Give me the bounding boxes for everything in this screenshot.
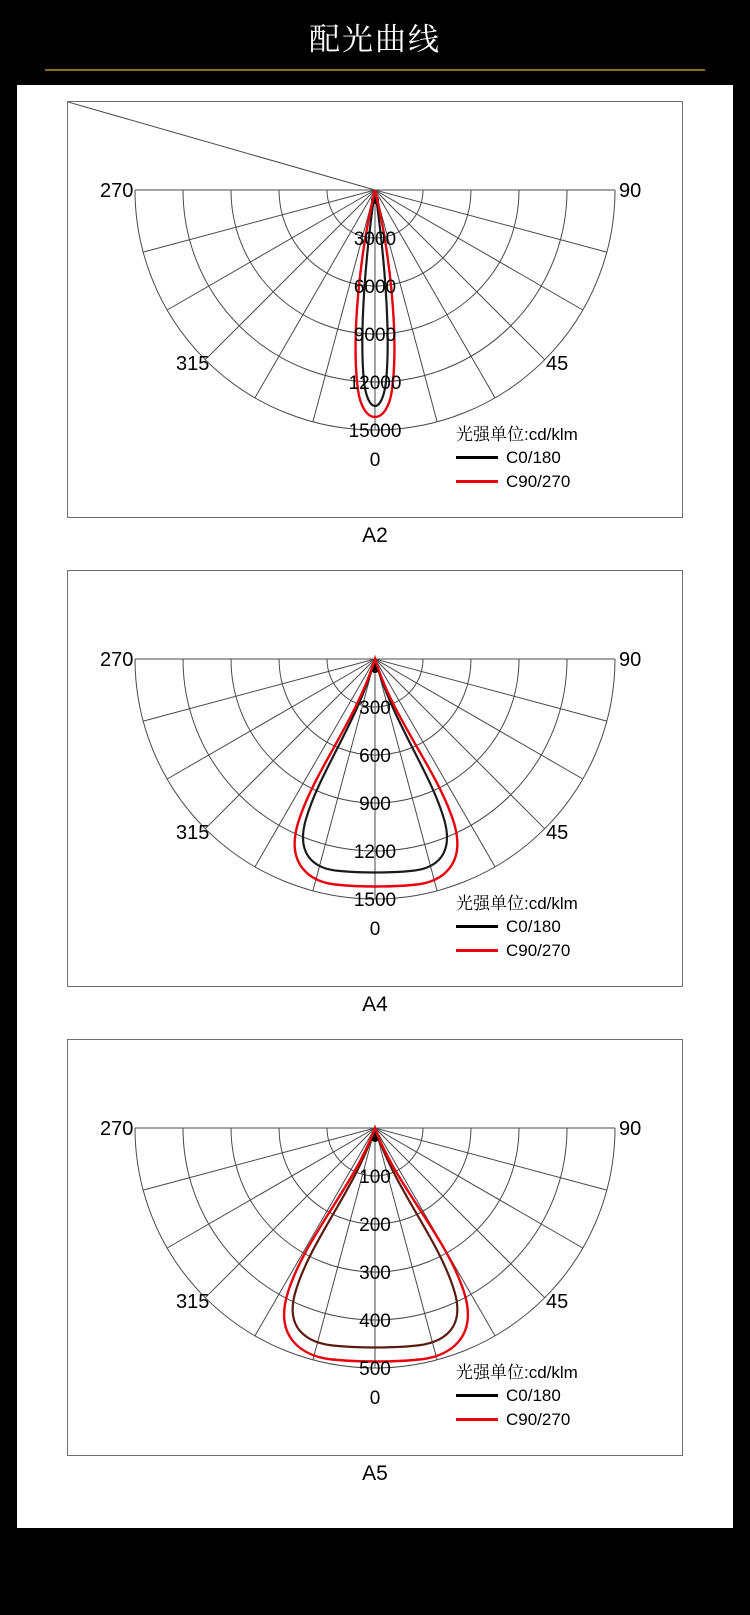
legend-label-c90: C90/270 [506,1409,571,1429]
legend-swatch-red-icon [456,949,498,952]
legend-swatch-black-icon [456,1394,498,1397]
legend-unit-label: 光强单位:cd/klm [456,425,578,444]
legend-a2 [456,424,578,492]
angle-label-45: 45 [546,1291,569,1313]
legend-swatch-red-icon [456,480,498,483]
angle-label-270: 270 [100,1118,134,1140]
angle-label-45: 45 [546,353,569,375]
angle-label-90: 90 [619,180,642,202]
legend-swatch-red-icon [456,1418,498,1421]
rtick-label: 100 [359,1167,391,1188]
polar-plot-a5 [68,1040,682,1455]
legend-a4 [456,893,578,961]
angle-label-45: 45 [546,822,569,844]
chart-frame-a2 [67,101,683,518]
rtick-label: 3000 [353,229,397,250]
chart-block-a5 [67,1039,683,1502]
legend-row-c90 [456,940,578,961]
angle-label-90: 90 [619,649,642,671]
legend-label-c0: C0/180 [506,917,561,937]
legend-row-c0 [456,1385,578,1406]
rtick-label: 300 [359,1263,391,1284]
angle-label-90: 90 [619,1118,642,1140]
angle-label-0: 0 [369,919,381,940]
polar-plot-a4 [68,571,682,986]
legend-row-c0 [456,916,578,937]
rtick-label: 15000 [348,421,402,442]
legend-label-c90: C90/270 [506,940,571,960]
angle-label-270: 270 [100,649,134,671]
legend-swatch-black-icon [456,456,498,459]
chart-block-a4 [67,570,683,1033]
angle-label-315: 315 [176,822,210,844]
chart-frame-a5 [67,1039,683,1456]
angle-label-315: 315 [176,353,210,375]
legend-row-c90 [456,471,578,492]
legend-unit-label: 光强单位:cd/klm [456,894,578,913]
rtick-label: 1500 [353,890,397,911]
legend-row-c0 [456,447,578,468]
angle-label-315: 315 [176,1291,210,1313]
chart-caption-a4: A4 [362,993,388,1016]
rtick-label: 1200 [353,842,397,863]
rtick-label: 900 [359,794,391,815]
legend-unit-label: 光强单位:cd/klm [456,1363,578,1382]
title-divider [45,69,705,71]
chart-caption-a2: A2 [362,524,388,547]
rtick-label: 6000 [353,277,397,298]
chart-frame-a4 [67,570,683,987]
rtick-label: 300 [359,698,391,719]
chart-block-a2 [67,101,683,564]
polar-plot-a2 [68,102,682,517]
rtick-label: 9000 [353,325,397,346]
legend-label-c0: C0/180 [506,448,561,468]
rtick-label: 12000 [348,373,402,394]
rtick-label: 500 [359,1359,391,1380]
rtick-label: 600 [359,746,391,767]
angle-label-0: 0 [369,1388,381,1409]
angle-label-0: 0 [369,450,381,471]
angle-label-270: 270 [100,180,134,202]
legend-row-c90 [456,1409,578,1430]
charts-panel [17,85,733,1528]
page-title: 配光曲线 [309,22,441,57]
rtick-label: 400 [359,1311,391,1332]
rtick-label: 200 [359,1215,391,1236]
legend-swatch-black-icon [456,925,498,928]
legend-a5 [456,1362,578,1430]
legend-label-c90: C90/270 [506,471,571,491]
chart-caption-a5: A5 [362,1462,388,1485]
legend-label-c0: C0/180 [506,1386,561,1406]
